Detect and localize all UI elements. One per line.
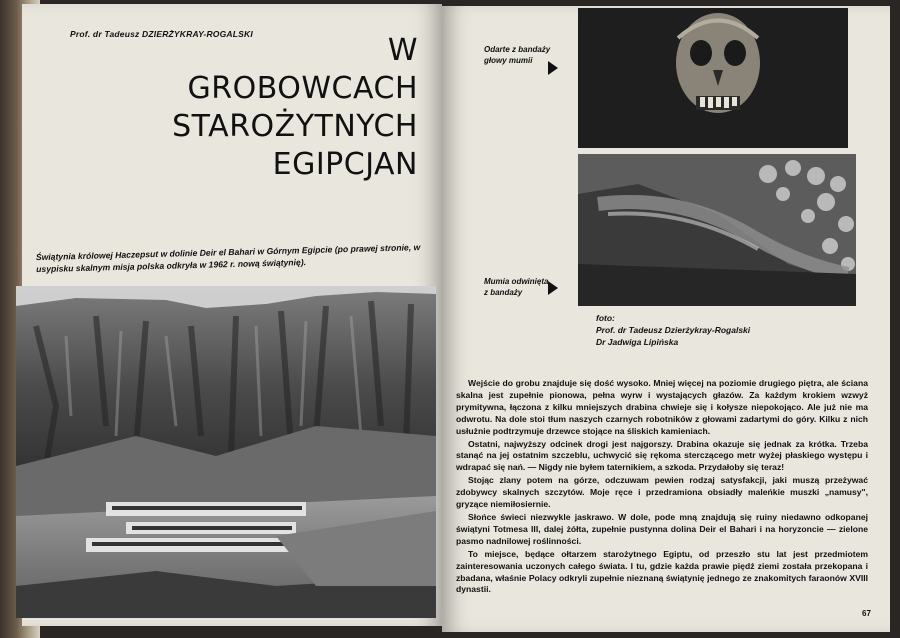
page-number: 67 — [862, 609, 871, 618]
credits-label: foto: — [596, 313, 615, 323]
title-line: EGIPCJAN — [272, 147, 418, 182]
credits-line: Dr Jadwiga Lipińska — [596, 337, 679, 347]
caption-line: z bandaży — [484, 288, 523, 297]
arrow-right-icon — [548, 61, 558, 75]
temple-photo — [16, 286, 436, 618]
caption-line: Mumia odwinięta — [484, 277, 549, 286]
arrow-right-icon — [548, 281, 558, 295]
paragraph: Ostatni, najwyższy odcinek drogi jest najgorszy. Drabina okazuje się jednak za krótka. Trzeba stanąć na jej ostatnim szczeblu, uchwycić się rękoma sterczącego metr wyżej płaskiego występu i wdrapać się nań. — Nigdy nie byłem taternikiem, a szkoda. Przydałoby się teraz! — [456, 438, 868, 473]
title-line: W — [387, 33, 418, 68]
article-title — [140, 32, 418, 184]
skull-photo — [578, 8, 848, 148]
mummy-photo — [578, 154, 856, 306]
mummy-photo-caption — [484, 276, 548, 298]
credits-line: Prof. dr Tadeusz Dzierżykray-Rogalski — [596, 325, 751, 335]
article-author: Prof. dr Tadeusz DZIERŻYKRAY-ROGALSKI — [70, 29, 253, 39]
paragraph: Słońce świeci niezwykle jaskrawo. W dole, pode mną znajdują się ruiny niedawno odkopanej świątyni Totmesa III, dalej żółta, zupełnie pustynna dolina Deir el Bahari i na horyzoncie — zielone pasmo nadnilowej roślinności. — [456, 511, 868, 546]
temple-photo-caption: Świątynia królowej Haczepsut w dolinie Deir el Bahari w Górnym Egipcie (po prawej stronie, w usypisku skalnym misja polska odkryła w 1962 r. nową świątynię). — [35, 242, 421, 275]
photo-credits — [596, 312, 750, 348]
paragraph: Stojąc zlany potem na górze, odczuwam pewien rodzaj satysfakcji, jaki muszą przeżywać zdobywcy skalnych szczytów. Moje ręce i przedramiona obsiadły maleńkie muszki „namusy", gryzące niemiłosiernie. — [456, 475, 868, 510]
title-line: STAROŻYTNYCH — [172, 109, 418, 144]
caption-line: Odarte z bandaży — [484, 45, 551, 54]
title-line: GROBOWCACH — [187, 71, 418, 106]
paragraph: To miejsce, będące ołtarzem starożytnego Egiptu, od przeszło stu lat jest przedmiotem zainteresowania uczonych całego świata. I tu, gdzie każda prawie piędź ziemi została przekopana i zbadana, właśnie Polacy odkryli zupełnie nieznaną świątynię jednego ze znakomitych faraonów XVIII dynastii. — [456, 548, 868, 595]
caption-line: głowy mumii — [484, 56, 533, 65]
article-body — [456, 378, 868, 597]
paragraph: Wejście do grobu znajduje się dość wysoko. Mniej więcej na poziomie drugiego piętra, ale ściana skalna jest zupełnie pionowa, pełna wyrw i wystających głazów. Za każdym krokiem wzwyż prymitywna, łączona z kilku mniejszych drabina chwieje się i kołysze niepokojąco. Ale już nie ma odwrotu. Na dole stoi tłum naszych czarnych robotników z głowami zadartymi do góry. Kilku z nich usłużnie podtrzymuje drzewce stojące na śliskich kamieniach. — [456, 378, 868, 436]
skull-photo-caption — [484, 44, 550, 66]
